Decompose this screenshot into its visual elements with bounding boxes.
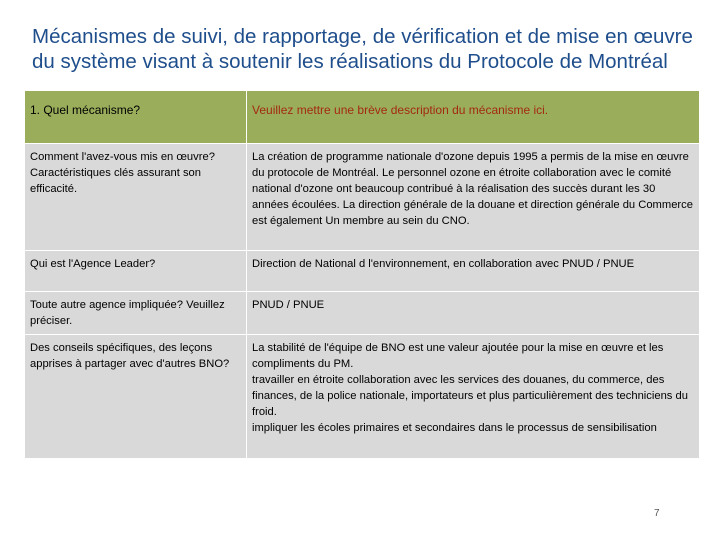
answer-cell: Direction de National d l'environnement, en collaboration avec PNUD / PNUE (247, 251, 700, 292)
question-cell: Qui est l'Agence Leader? (25, 251, 247, 292)
answer-cell: PNUD / PNUE (247, 292, 700, 335)
question-cell: Toute autre agence impliquée? Veuillez préciser. (25, 292, 247, 335)
answer-line: travailler en étroite collaboration avec les services des douanes, du commerce, des finances, de la police nationale, importateurs et plus particulièrement des techniciens du froid. (252, 374, 688, 418)
question-cell: Comment l'avez-vous mis en œuvre? Caractéristiques clés assurant son efficacité. (25, 144, 247, 251)
mechanism-table (24, 90, 700, 459)
page-number: 7 (654, 508, 660, 519)
table-row (25, 251, 700, 292)
header-answer-cell: Veuillez mettre une brève description du mécanisme ici. (247, 91, 700, 144)
answer-cell (247, 335, 700, 459)
table-row (25, 335, 700, 459)
table-row (25, 292, 700, 335)
question-cell: Des conseils spécifiques, des leçons apprises à partager avec d'autres BNO? (25, 335, 247, 459)
table-header-row (25, 91, 700, 144)
table-row (25, 144, 700, 251)
slide-title: Mécanismes de suivi, de rapportage, de vérification et de mise en œuvre du système visant à soutenir les réalisations du Protocole de Montréal (32, 24, 693, 73)
answer-cell: La création de programme nationale d'ozone depuis 1995 a permis de la mise en œuvre du protocole de Montréal. Le personnel ozone en étroite collaboration avec le comité national d'ozone ont beaucoup contribué à la réalisation des succès durant les 30 années écoulées. La direction générale de la douane et direction générale du Commerce est également Un membre au sein du CNO. (247, 144, 700, 251)
answer-line: La stabilité de l'équipe de BNO est une valeur ajoutée pour la mise en œuvre et les compliments du PM. (252, 342, 664, 370)
header-question-cell: 1. Quel mécanisme? (25, 91, 247, 144)
answer-line: impliquer les écoles primaires et secondaires dans le processus de sensibilisation (252, 422, 657, 434)
